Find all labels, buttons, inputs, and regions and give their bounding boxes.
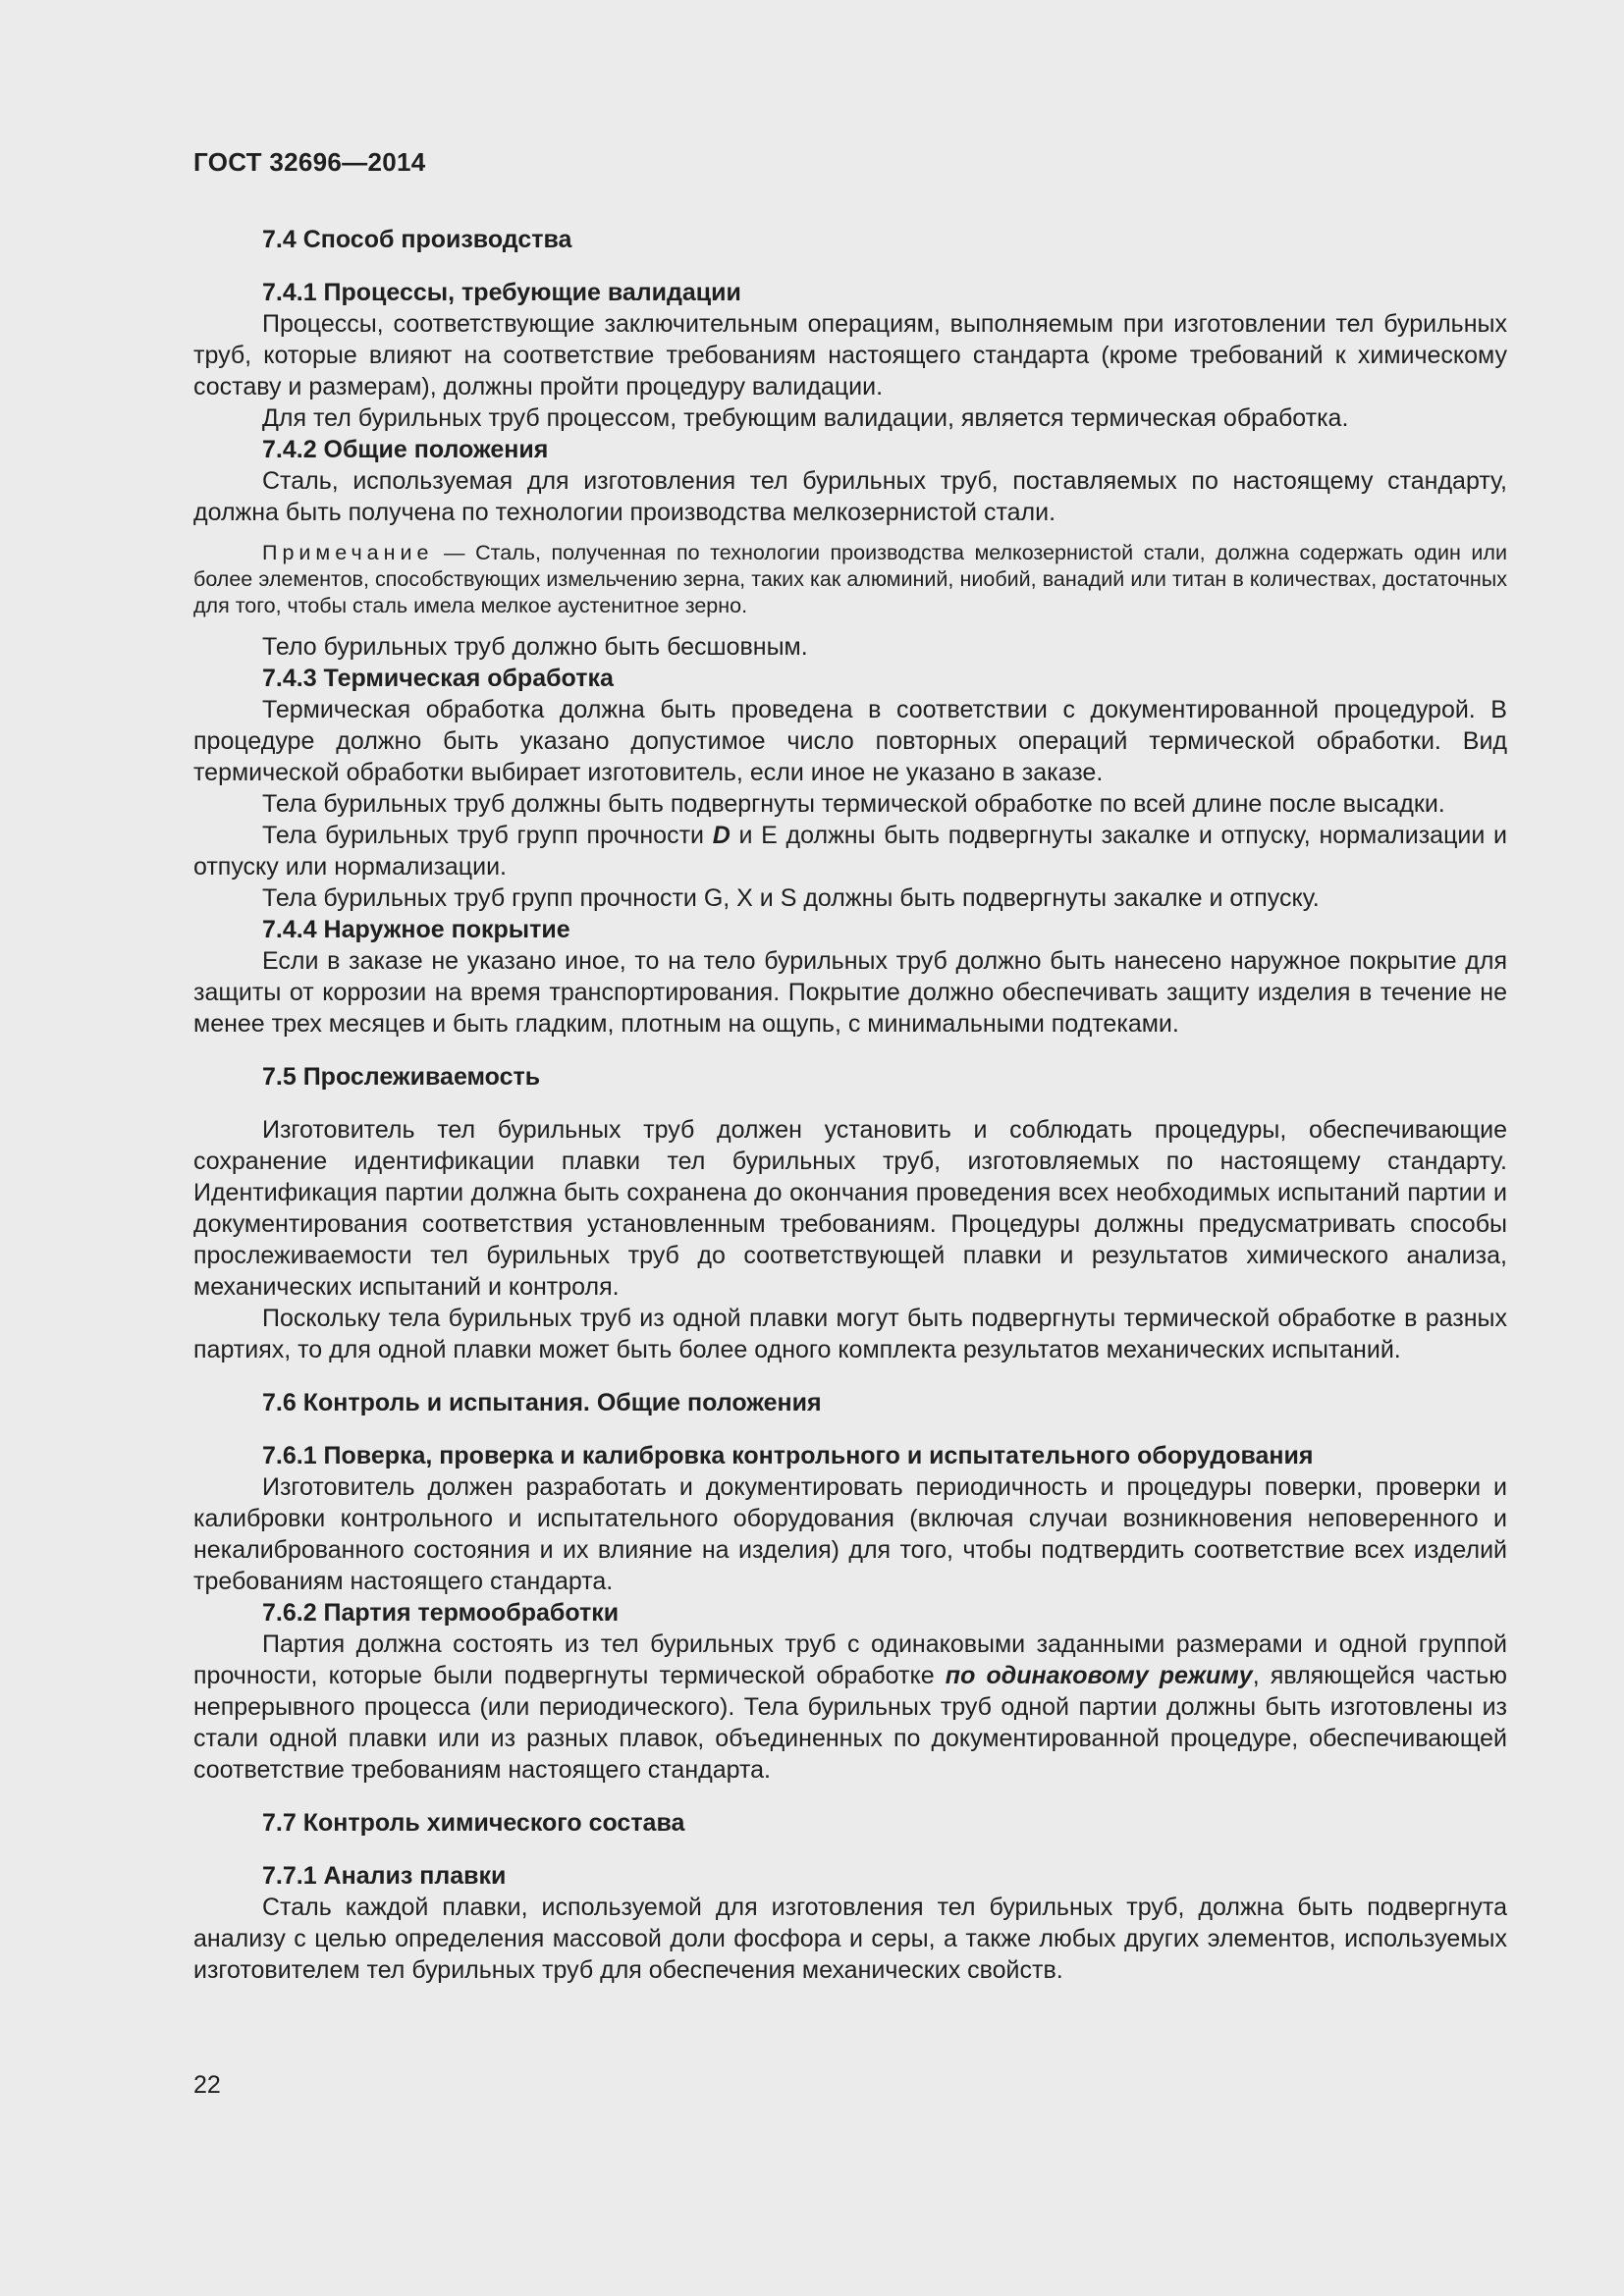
section-7-6-1-heading: 7.6.1 Поверка, проверка и калибровка контрольного и испытательного оборудования bbox=[262, 1442, 1314, 1469]
section-7-6-2-heading: 7.6.2 Партия термообработки bbox=[262, 1599, 620, 1627]
text-run: и Е должны быть подвергнуты закалке и отпуску, нормализации и отпуску или нормализации. bbox=[193, 822, 1507, 881]
text-run: Партия должна состоять из тел бурильных труб с одинаковыми заданными размерами и одной группой прочности, которые были подвергнуты термической обработке bbox=[193, 1630, 1507, 1689]
section-7-6-heading: 7.6 Контроль и испытания. Общие положения bbox=[262, 1389, 822, 1416]
paragraph: Изготовитель тел бурильных труб должен установить и соблюдать процедуры, обеспечивающие сохранение идентификации плавки тел бурильных труб, изготовляемых по настоящему стандарту. Идентификация партии должна быть сохранена до окончания проведения всех необходимых испытаний партии и документирования соответствия установленным требованиям. Процедуры должны предусматривать способы прослеживаемости тел бурильных труб до соответствующей плавки и результатов химического анализа, механических испытаний и контроля. bbox=[193, 1116, 1507, 1301]
paragraph: Термическая обработка должна быть проведена в соответствии с документированной процедурой. В процедуре должно быть указано допустимое число повторных операций термической обработки. Вид термической обработки выбирает изготовитель, если иное не указано в заказе. bbox=[193, 696, 1507, 786]
paragraph: Сталь каждой плавки, используемой для изготовления тел бурильных труб, должна быть подвергнута анализу с целью определения массовой доли фосфора и серы, а также любых других элементов, используемых изготовителем тел бурильных труб для обеспечения механических свойств. bbox=[193, 1894, 1507, 1984]
section-7-7-1-heading: 7.7.1 Анализ плавки bbox=[262, 1862, 507, 1890]
strength-group-d: D bbox=[712, 822, 731, 849]
note-label: Примечание bbox=[262, 541, 434, 564]
section-7-7-heading: 7.7 Контроль химического состава bbox=[262, 1809, 685, 1837]
paragraph: Сталь, используемая для изготовления тел бурильных труб, поставляемых по настоящему стандарту, должна быть получена по технологии производства мелкозернистой стали. bbox=[193, 467, 1507, 526]
section-7-5-heading: 7.5 Прослеживаемость bbox=[262, 1063, 541, 1091]
paragraph: Тела бурильных труб должны быть подвергнуты термической обработке по всей длине после высадки. bbox=[262, 790, 1445, 818]
text-run: Тела бурильных труб групп прочности bbox=[262, 822, 713, 849]
paragraph bbox=[193, 820, 1507, 882]
paragraph: Тела бурильных труб групп прочности G, X и S должны быть подвергнуты закалке и отпуску. bbox=[262, 884, 1320, 912]
note-text: — Сталь, полученная по технологии производства мелкозернистой стали, должна содержать один или более элементов, способствующих измельчению зерна, таких как алюминий, ниобий, ванадий или титан в количествах, достаточных для того, чтобы сталь имела мелкое аустенитное зерно. bbox=[193, 541, 1507, 617]
text-run: , являющейся частью непрерывного процесса (или периодического). Тела бурильных труб одной партии должны быть изготовлены из стали одной плавки или из разных плавок, объединенных по документированной процедуре, обеспечивающей соответствие требованиям настоящего стандарта. bbox=[193, 1662, 1507, 1784]
paragraph bbox=[193, 1629, 1507, 1786]
document-header: ГОСТ 32696—2014 bbox=[193, 147, 426, 177]
section-7-4-1-heading: 7.4.1 Процессы, требующие валидации bbox=[262, 279, 741, 306]
section-7-4-4-heading: 7.4.4 Наружное покрытие bbox=[262, 916, 570, 943]
paragraph: Если в заказе не указано иное, то на тело бурильных труб должно быть нанесено наружное покрытие для защиты от коррозии на время транспортирования. Покрытие должно обеспечивать защиту изделия в течение не менее трех месяцев и быть гладким, плотным на ощупь, с минимальными подтеками. bbox=[193, 947, 1507, 1038]
section-7-4-heading: 7.4 Способ производства bbox=[262, 226, 572, 253]
page-number: 22 bbox=[193, 2071, 221, 2099]
section-7-4-2-heading: 7.4.2 Общие положения bbox=[262, 436, 549, 463]
note bbox=[193, 540, 1507, 619]
section-7-4-3-heading: 7.4.3 Термическая обработка bbox=[262, 665, 614, 692]
paragraph: Тело бурильных труб должно быть бесшовным. bbox=[262, 633, 808, 661]
paragraph: Процессы, соответствующие заключительным операциям, выполняемым при изготовлении тел бурильных труб, которые влияют на соответствие требованиям настоящего стандарта (кроме требований к химическому составу и размерам), должны пройти процедуру валидации. bbox=[193, 310, 1507, 400]
paragraph: Изготовитель должен разработать и документировать периодичность и процедуры поверки, проверки и калибровки контрольного и испытательного оборудования (включая случаи возникновения неповеренного и некалиброванного состояния и их влияние на изделия) для того, чтобы подтвердить соответствие всех изделий требованиям настоящего стандарта. bbox=[193, 1473, 1507, 1595]
document-body bbox=[193, 224, 1507, 1986]
paragraph: Поскольку тела бурильных труб из одной плавки могут быть подвергнуты термической обработке в разных партиях, то для одной плавки может быть более одного комплекта результатов механических испытаний. bbox=[193, 1305, 1507, 1363]
emphasis: по одинаковому режиму bbox=[945, 1662, 1253, 1689]
paragraph: Для тел бурильных труб процессом, требующим валидации, является термическая обработка. bbox=[262, 404, 1349, 432]
